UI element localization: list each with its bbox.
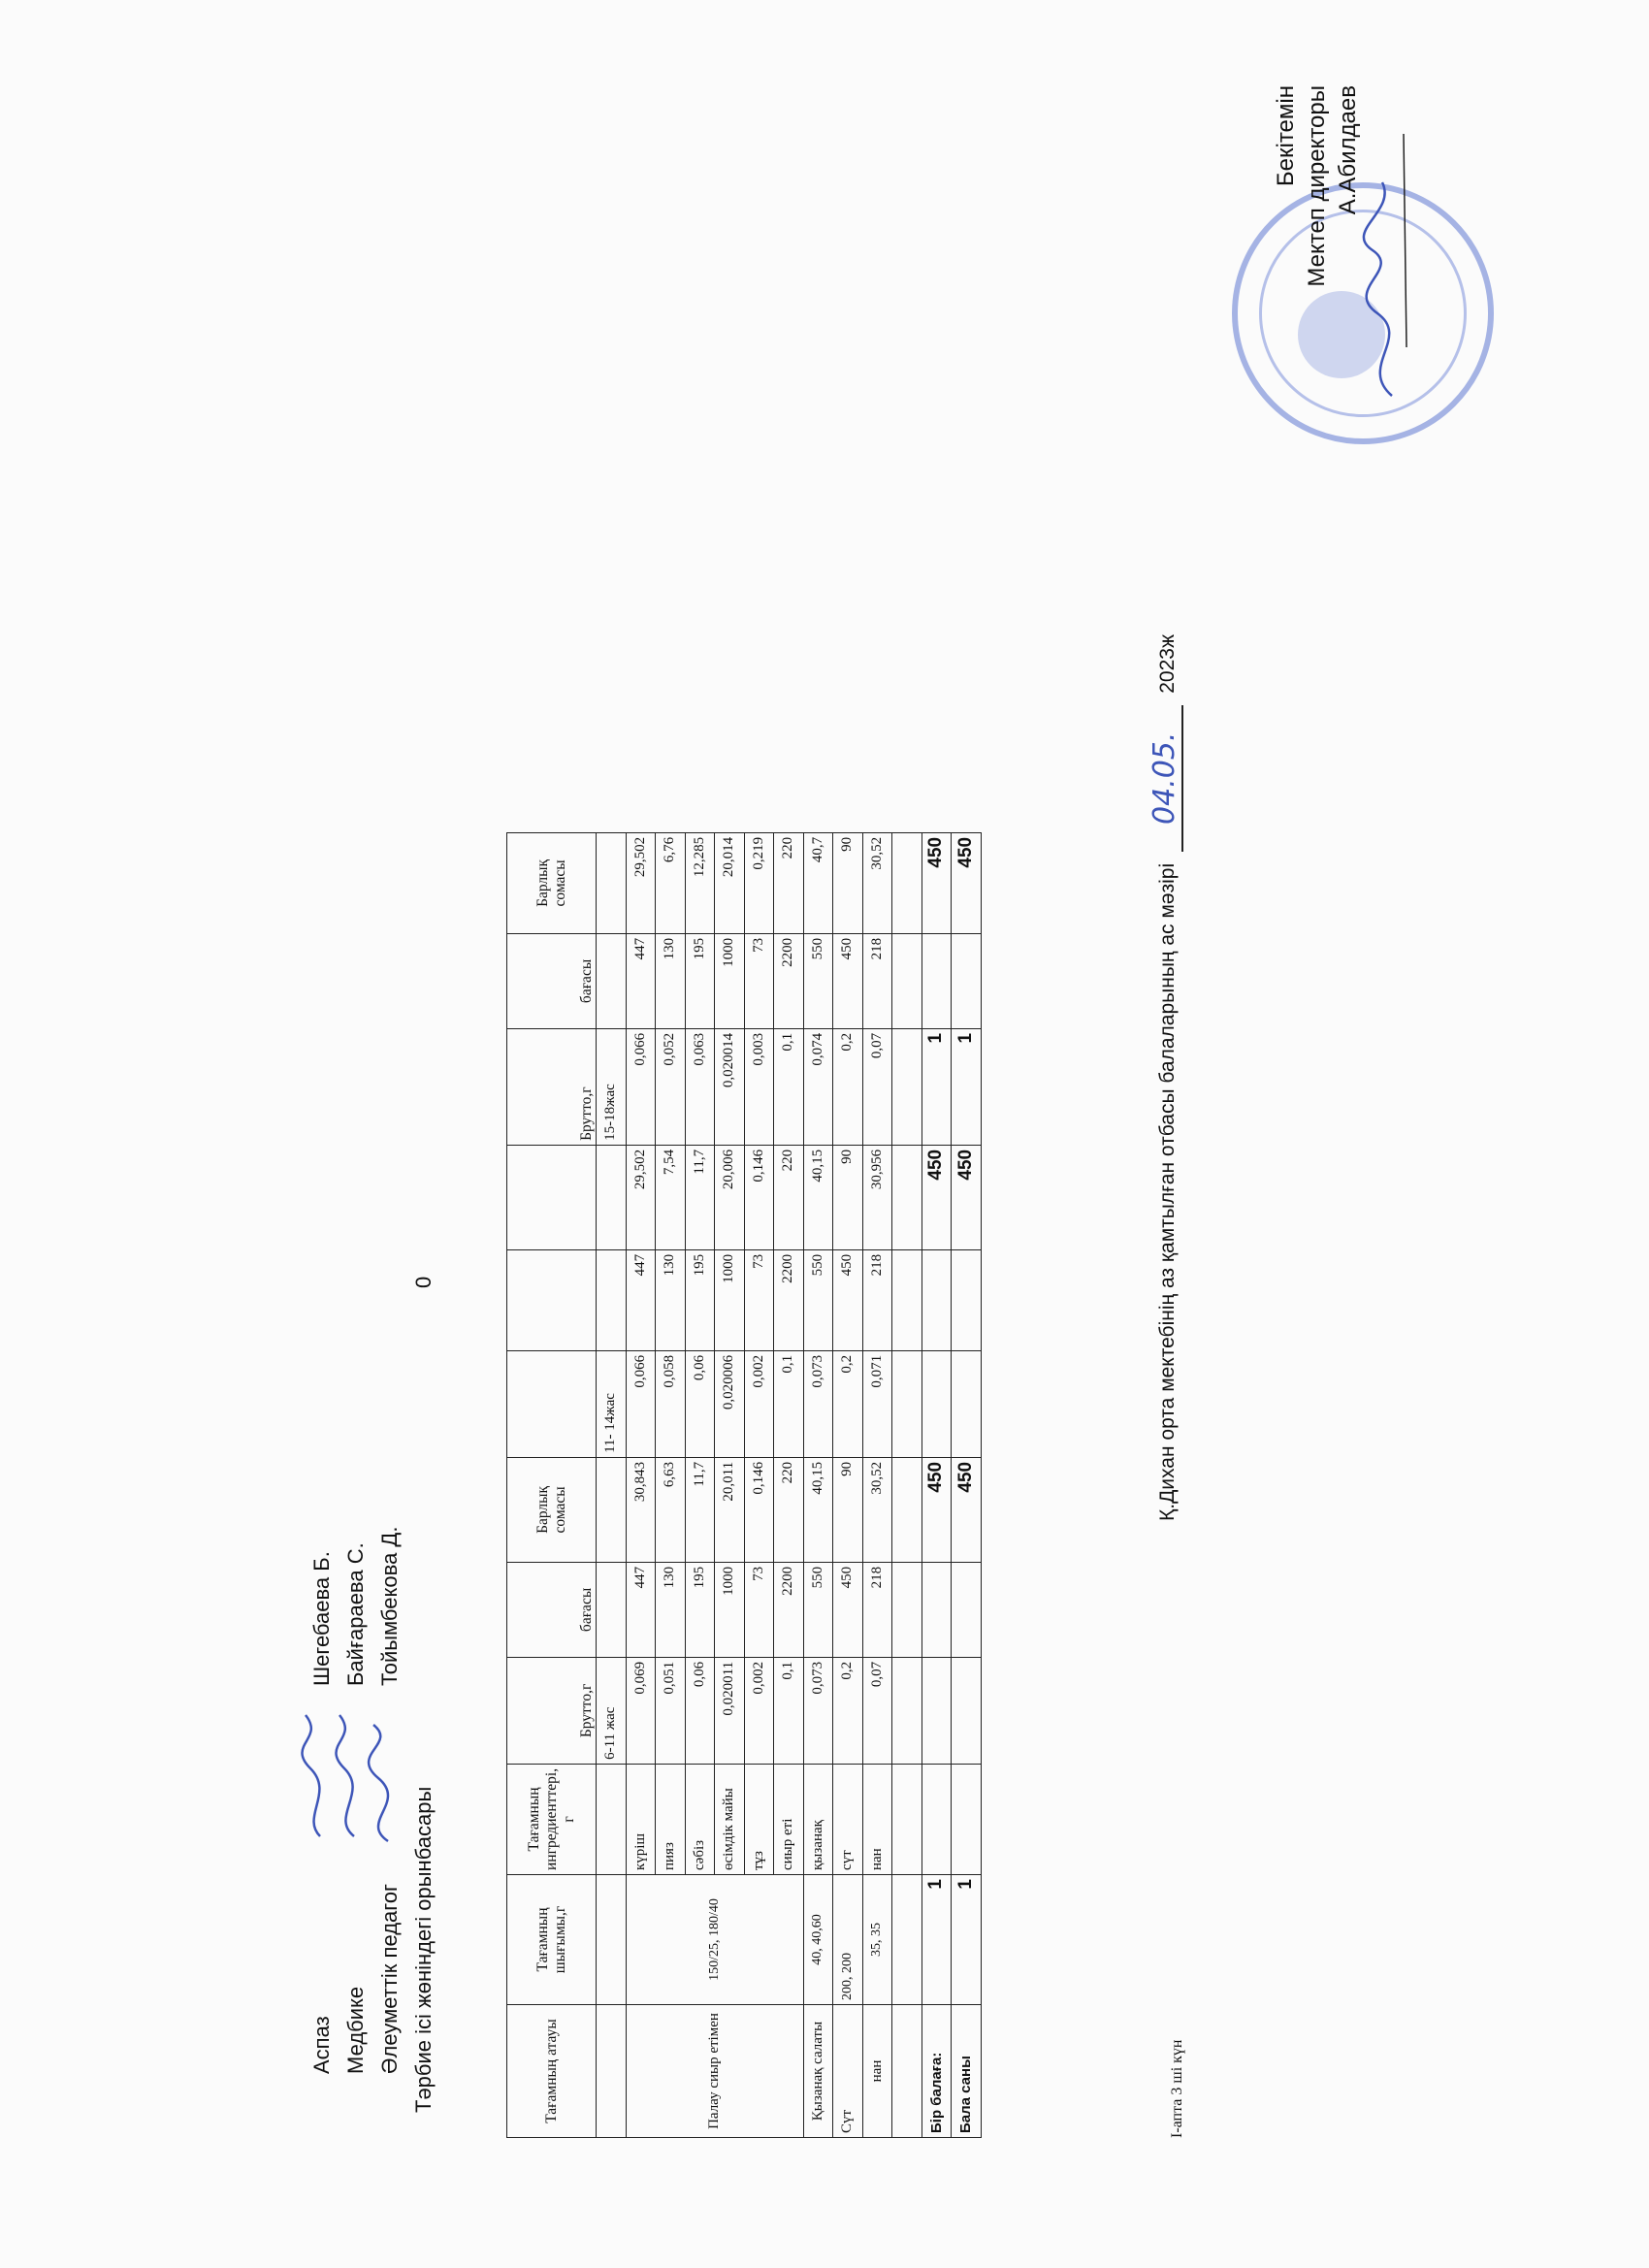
header-price-2 — [507, 1249, 597, 1350]
approval-block — [1271, 85, 1364, 396]
menu-table — [506, 832, 982, 2138]
group2-total: 11,7 — [685, 1145, 715, 1249]
menu-rows — [626, 832, 892, 2137]
group2-brutto: 0,2 — [833, 1350, 863, 1457]
group1-price: 73 — [744, 1562, 774, 1657]
approval-line-3: А.Абилдаев — [1335, 85, 1361, 215]
table-row — [626, 832, 656, 2137]
group1-total: 90 — [833, 1457, 863, 1562]
group1-price: 1000 — [715, 1562, 745, 1657]
handwritten-date: 04.05. — [1148, 705, 1183, 852]
ingredient-name: нан — [862, 1764, 892, 1874]
group1-price: 195 — [685, 1562, 715, 1657]
children-count-label: Бала саны — [952, 2005, 982, 2138]
group2-price: 73 — [744, 1249, 774, 1350]
header-total-1: Барлық сомасы — [507, 1457, 597, 1562]
age-group-3: 15-18жас — [597, 1028, 627, 1145]
group1-brutto: 0,1 — [774, 1657, 804, 1764]
title-year: 2023ж — [1156, 633, 1179, 694]
group1-brutto: 0,020011 — [715, 1657, 745, 1764]
age-group-1: 6-11 жас — [597, 1657, 627, 1764]
group1-brutto: 0,06 — [685, 1657, 715, 1764]
group3-brutto: 0,07 — [862, 1028, 892, 1145]
signature-social: Әлеуметтік педагог — [377, 1883, 402, 2074]
signature-deputy-value: 0 — [411, 1276, 436, 1288]
ingredient-name: сәбіз — [685, 1764, 715, 1874]
group3-price: 450 — [833, 933, 863, 1028]
ingredient-name: сиыр еті — [774, 1764, 804, 1874]
signature-nurse: Медбике — [343, 1986, 368, 2074]
ingredient-name: пияз — [656, 1764, 686, 1874]
group2-price: 450 — [833, 1249, 863, 1350]
table-row — [833, 832, 863, 2137]
group1-price: 218 — [862, 1562, 892, 1657]
title-prefix: Қ.Дихан орта мектебінің аз қамтылған отбасы балаларының ас мәзірі — [1156, 862, 1179, 1521]
group3-price: 447 — [626, 933, 656, 1028]
header-ingredient: Тағамның ингредиенттері, г — [507, 1764, 597, 1874]
group3-total: 90 — [833, 832, 863, 933]
children-total-2: 450 — [952, 1145, 982, 1249]
group2-brutto: 0,002 — [744, 1350, 774, 1457]
group1-price: 550 — [803, 1562, 833, 1657]
group1-price: 130 — [656, 1562, 686, 1657]
header-total-3: Барлық сомасы — [507, 832, 597, 933]
group2-total: 30,956 — [862, 1145, 892, 1249]
summary-total-2: 450 — [922, 1145, 952, 1249]
summary-total-3: 450 — [922, 832, 952, 933]
group1-total: 30,843 — [626, 1457, 656, 1562]
group1-brutto: 0,069 — [626, 1657, 656, 1764]
children-count: 1 — [952, 1875, 982, 2005]
signature-deputy: Тәрбие ісі жөніндегі орынбасары — [411, 1786, 436, 2113]
group1-price: 2200 — [774, 1562, 804, 1657]
signature-social-name: Тойымбекова Д. — [377, 1526, 402, 1686]
children-count-row — [952, 832, 982, 2137]
group2-brutto: 0,066 — [626, 1350, 656, 1457]
page-title — [1148, 396, 1183, 1521]
header-price-3: бағасы — [507, 933, 597, 1028]
table-row — [862, 832, 892, 2137]
group3-total: 220 — [774, 832, 804, 933]
group2-price: 130 — [656, 1249, 686, 1350]
group2-price: 447 — [626, 1249, 656, 1350]
ingredient-name: қызанақ — [803, 1764, 833, 1874]
group3-price: 130 — [656, 933, 686, 1028]
header-brutto-1: Брутто,г — [507, 1657, 597, 1764]
group3-total: 40,7 — [803, 832, 833, 933]
header-brutto-2 — [507, 1350, 597, 1457]
ingredient-name: күріш — [626, 1764, 656, 1874]
group1-total: 11,7 — [685, 1457, 715, 1562]
group1-price: 447 — [626, 1562, 656, 1657]
group3-total: 0,219 — [744, 832, 774, 933]
group2-price: 218 — [862, 1249, 892, 1350]
approval-line-1: Бекітемін — [1273, 85, 1299, 187]
group2-total: 0,146 — [744, 1145, 774, 1249]
group3-brutto: 0,2 — [833, 1028, 863, 1145]
dish-name: нан — [862, 2005, 892, 2138]
group3-brutto: 0,063 — [685, 1028, 715, 1145]
group2-price: 195 — [685, 1249, 715, 1350]
children-total-1: 450 — [952, 1457, 982, 1562]
dish-yield: 150/25, 180/40 — [626, 1875, 803, 2005]
group2-brutto: 0,1 — [774, 1350, 804, 1457]
group2-price: 2200 — [774, 1249, 804, 1350]
ingredient-name: сүт — [833, 1764, 863, 1874]
dish-yield: 40, 40,60 — [803, 1875, 833, 2005]
group2-brutto: 0,073 — [803, 1350, 833, 1457]
age-group-2: 11- 14жас — [597, 1350, 627, 1457]
group1-total: 0,146 — [744, 1457, 774, 1562]
dish-yield: 35, 35 — [862, 1875, 892, 2005]
signature-cook: Аспаз — [309, 2016, 334, 2074]
summary-row — [922, 832, 952, 2137]
blank-row — [892, 832, 922, 2137]
group2-total: 7,54 — [656, 1145, 686, 1249]
group3-price: 73 — [744, 933, 774, 1028]
dish-name: Сүт — [833, 2005, 863, 2138]
group2-brutto: 0,06 — [685, 1350, 715, 1457]
signature-cook-name: Шегебаева Б. — [309, 1551, 334, 1686]
group3-price: 218 — [862, 933, 892, 1028]
group3-price: 2200 — [774, 933, 804, 1028]
group2-price: 1000 — [715, 1249, 745, 1350]
children-count-3: 1 — [952, 1028, 982, 1145]
group1-total: 30,52 — [862, 1457, 892, 1562]
group3-brutto: 0,066 — [626, 1028, 656, 1145]
signature-nurse-name: Байғараева С. — [343, 1542, 368, 1686]
group2-price: 550 — [803, 1249, 833, 1350]
group1-total: 20,011 — [715, 1457, 745, 1562]
group2-total: 29,502 — [626, 1145, 656, 1249]
summary-total-1: 450 — [922, 1457, 952, 1562]
group2-brutto: 0,071 — [862, 1350, 892, 1457]
group2-total: 40,15 — [803, 1145, 833, 1249]
group3-price: 550 — [803, 933, 833, 1028]
group2-brutto: 0,020006 — [715, 1350, 745, 1457]
group1-price: 450 — [833, 1562, 863, 1657]
group3-brutto: 0,1 — [774, 1028, 804, 1145]
group3-brutto: 0,003 — [744, 1028, 774, 1145]
group3-price: 1000 — [715, 933, 745, 1028]
ingredient-name: тұз — [744, 1764, 774, 1874]
group1-total: 6,63 — [656, 1457, 686, 1562]
approval-line-2: Мектеп директоры — [1304, 85, 1330, 287]
header-total-2 — [507, 1145, 597, 1249]
group1-brutto: 0,051 — [656, 1657, 686, 1764]
group1-brutto: 0,073 — [803, 1657, 833, 1764]
group3-total: 12,285 — [685, 832, 715, 933]
header-dish: Тағамның атауы — [507, 2005, 597, 2138]
summary-count-3: 1 — [922, 1028, 952, 1145]
children-total-3: 450 — [952, 832, 982, 933]
age-group-row — [597, 832, 627, 2137]
week-day-label: І-апта 3 ші күн — [1169, 2039, 1185, 2138]
group1-brutto: 0,2 — [833, 1657, 863, 1764]
group3-total: 30,52 — [862, 832, 892, 933]
dish-name: Қызанақ салаты — [803, 2005, 833, 2138]
director-signature — [1353, 114, 1421, 405]
group1-brutto: 0,07 — [862, 1657, 892, 1764]
handwritten-initials — [291, 1696, 427, 1861]
table-header-row — [507, 832, 597, 2137]
group2-total: 20,006 — [715, 1145, 745, 1249]
ingredient-name: өсімдік майы — [715, 1764, 745, 1874]
header-price-1: бағасы — [507, 1562, 597, 1657]
group2-total: 220 — [774, 1145, 804, 1249]
group3-brutto: 0,020014 — [715, 1028, 745, 1145]
group3-total: 20,014 — [715, 832, 745, 933]
header-yield: Тағамның шығымы,г — [507, 1875, 597, 2005]
group3-total: 6,76 — [656, 832, 686, 933]
group2-brutto: 0,058 — [656, 1350, 686, 1457]
summary-label: Бір балаға: — [922, 2005, 952, 2138]
group3-total: 29,502 — [626, 832, 656, 933]
group1-total: 220 — [774, 1457, 804, 1562]
dish-name: Палау сиыр етімен — [626, 2005, 803, 2138]
group3-brutto: 0,052 — [656, 1028, 686, 1145]
group1-total: 40,15 — [803, 1457, 833, 1562]
group3-price: 195 — [685, 933, 715, 1028]
group1-brutto: 0,002 — [744, 1657, 774, 1764]
group3-brutto: 0,074 — [803, 1028, 833, 1145]
header-brutto-3: Брутто,г — [507, 1028, 597, 1145]
group2-total: 90 — [833, 1145, 863, 1249]
dish-yield: 200, 200 — [833, 1875, 863, 2005]
summary-count: 1 — [922, 1875, 952, 2005]
table-row — [803, 832, 833, 2137]
